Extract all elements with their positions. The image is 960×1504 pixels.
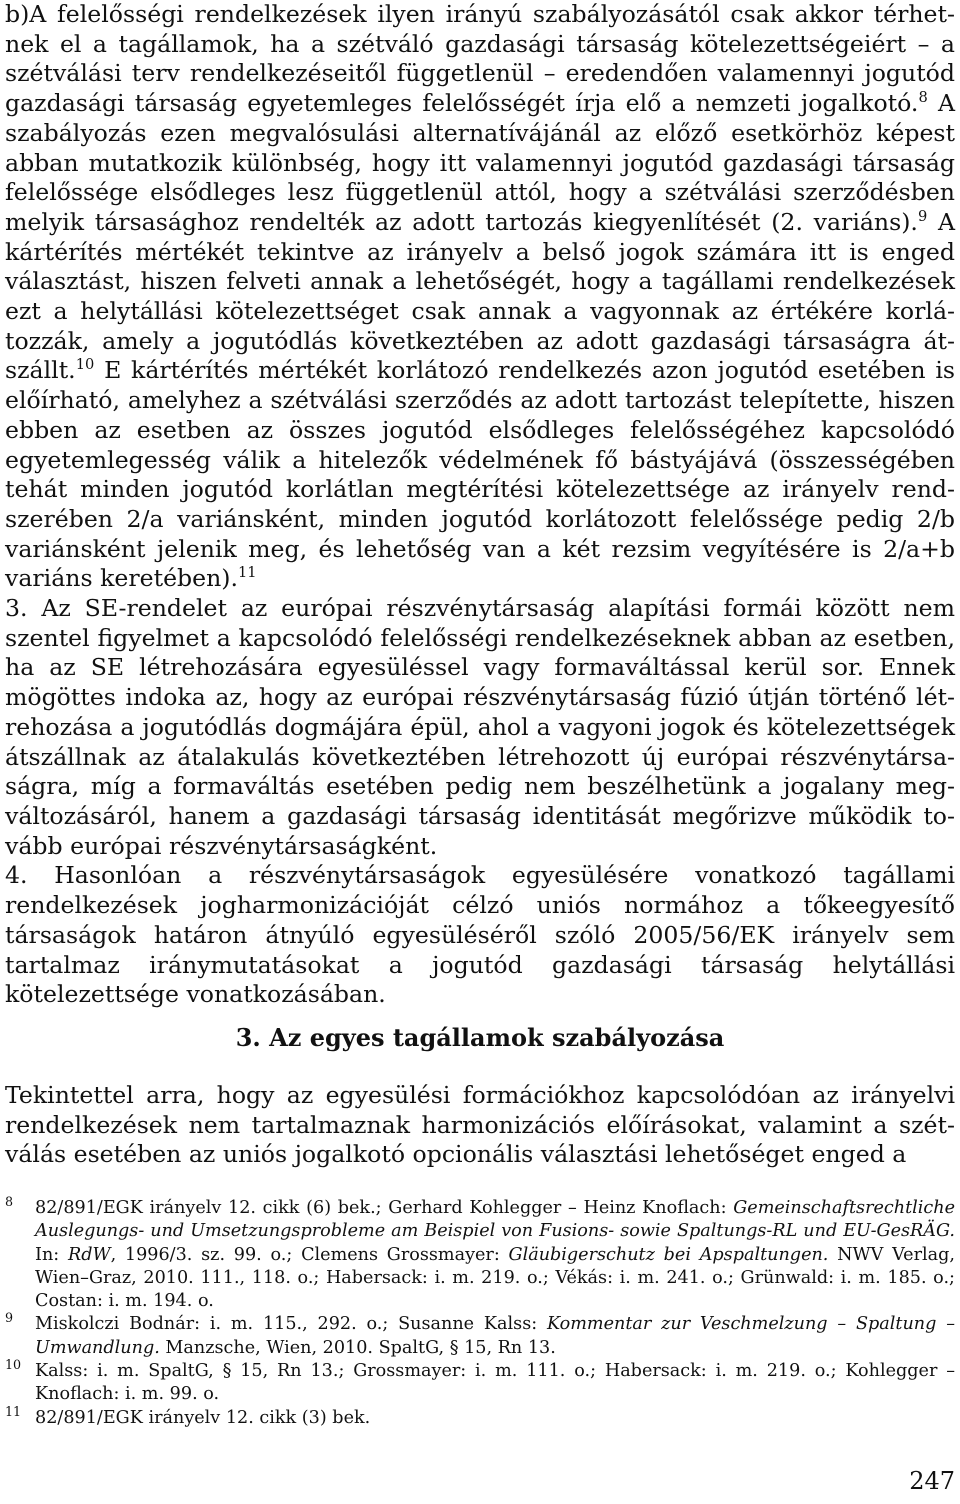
paragraph-b <box>5 0 955 594</box>
footnote-ref-11[interactable]: 11 <box>238 564 257 582</box>
main-body-text <box>5 0 955 1010</box>
paragraph-b-text-3: A kártérítés mértékét tekintve az irányelv a belső jogok számára itt is enged választást, hiszen felveti annak a lehetőségét, hogy a tagállami rendelkezések ezt a helytállási kötelezettséget csak annak a vagyonnak az értékére korlátozzák, amely a jogutódlás következtében az adott gazdasági társaságra átszállt. <box>5 207 955 385</box>
paragraph-b-text-2: A szabályozás ezen megvalósulási alternatívájánál az előző esetkörhöz képest abban mutatkozik különbség, hogy itt valamennyi jogutód gazdasági társaság felelőssége elsődleges lesz függetlenül attól, hogy a szétválási szerződésben melyik társasághoz rendelték az adott tartozás kiegyenlítését (2. variáns). <box>5 89 955 236</box>
footnote-number: 9 <box>5 1310 14 1326</box>
paragraph-b-text-1: b)A felelősségi rendelkezések ilyen irányú szabályozásától csak akkor térhetnek el a tagállamok, ha a szétváló gazdasági társaság kötelezettségeiért – a szétválási terv rendelkezéseitől függetlenül – eredendően valamennyi jogutód gazdasági társaság egyetemleges felelősségét írja elő a nemzeti jogalkotó. <box>5 0 955 118</box>
footnote-number: 11 <box>5 1403 22 1419</box>
page-number: 247 <box>909 1467 955 1495</box>
paragraph-3: 3. Az SE-rendelet az európai részvénytársaság alapítási formái között nem szentel figyelmet a kapcsolódó felelősségi rendelkezéseknek abban az esetben, ha az SE létrehozására egyesüléssel vagy formaváltással kerül sor. Ennek mögöttes indoka az, hogy az európai részvénytársaság fúzió útján történő létrehozása a jogutódlás dogmájára épül, ahol a vagyoni jogok és kötelezettségek átszállnak az átalakulás következtében létrehozott új európai részvénytársaságra, míg a formaváltás esetében pedig nem beszélhetünk a jogalany megváltozásáról, hanem a gazdasági társaság identitását megőrizve működik tovább európai részvénytársaságként. <box>5 594 955 860</box>
footnote-9: $^9$ Miskolczi Bodnár: i. m. 115., 292. o.; Susanne Kalss: Kommentar zur Veschmelzung – Spaltung – Umwandlung. Manzsche, Wien, 2010. SpaltG, § 15, Rn 13. <box>5 1310 955 1358</box>
footnote-10: $^{10}$ Kalss: i. m. SpaltG, § 15, Rn 13.; Grossmayer: i. m. 111. o.; Habersack: i. m. 219. o.; Kohlegger – Knoflach: i. m. 99. o. <box>5 1357 955 1405</box>
footnote-ref-8[interactable]: 8 <box>918 89 928 107</box>
footnote-11: $^{11}$ 82/891/EGK irányelv 12. cikk (3) bek. <box>5 1407 955 1430</box>
footnote-ref-9[interactable]: 9 <box>917 207 928 225</box>
paragraph-4: 4. Hasonlóan a részvénytársaságok egyesülésére vonatkozó tagállami rendelkezések jogharmonizációját célzó uniós normához a tőkeegyesítő társaságok határon átnyúló egyesüléséről szóló 2005/56/EK irányelv sem tartalmaz iránymutatásokat a jogutód gazdasági társaság helytállási kötelezettsége vonatkozásában. <box>5 861 955 1009</box>
paragraph-b-text-4: E kártérítés mértékét korlátozó rendelkezés azon jogutód esetében is előírható, amelyhez a szétválási szerződés az adott tartozást telepítette, hiszen ebben az esetben az összes jogutód elsődleges felelősségéhez kapcsolódó egyetemlegesség válik a hitelezők védelmének fő bástyájává (összességében tehát minden jogutód korlátlan megtérítési kötelezettsége az irányelv rendszerében 2/a variánsként, minden jogutód korlátozott felelőssége pedig 2/b variánsként jelenik meg, és lehetőség van a két rezsim vegyítésére is 2/a+b variáns keretében). <box>5 356 955 593</box>
document-page <box>5 0 955 1504</box>
footnote-8: $^8$ 82/891/EGK irányelv 12. cikk (6) bek.; Gerhard Kohlegger – Heinz Knoflach: Gemeinschaftsrechtliche Auslegungs- und Umsetzungsprobleme am Beispiel von Fusions- sowie Spaltungs-RL und EU-GesRÄG. In: RdW, 1996/3. sz. 99. o.; Clemens Grossmayer: Gläubigerschutz bei Apspaltungen. NWV Verlag, Wien–Graz, 2010. 111., 118. o.; Habersack: i. m. 219. o.; Vékás: i. m. 241. o.; Grünwald: i. m. 185. o.; Costan: i. m. 194. o. <box>5 1194 955 1312</box>
section-intro-paragraph: Tekintettel arra, hogy az egyesülési formációkhoz kapcsolódóan az irányelvi rendelkezések nem tartalmaznak harmonizációs előírásokat, valamint a szétválás esetében az uniós jogalkotó opcionális választási lehetőséget enged a <box>5 1081 955 1169</box>
footnote-number: 10 <box>5 1357 22 1373</box>
footnote-ref-10[interactable]: 10 <box>75 356 95 374</box>
footnote-number: 8 <box>5 1194 14 1210</box>
section-heading: 3. Az egyes tagállamok szabályozása <box>235 1023 725 1052</box>
footnotes <box>5 1194 955 1430</box>
